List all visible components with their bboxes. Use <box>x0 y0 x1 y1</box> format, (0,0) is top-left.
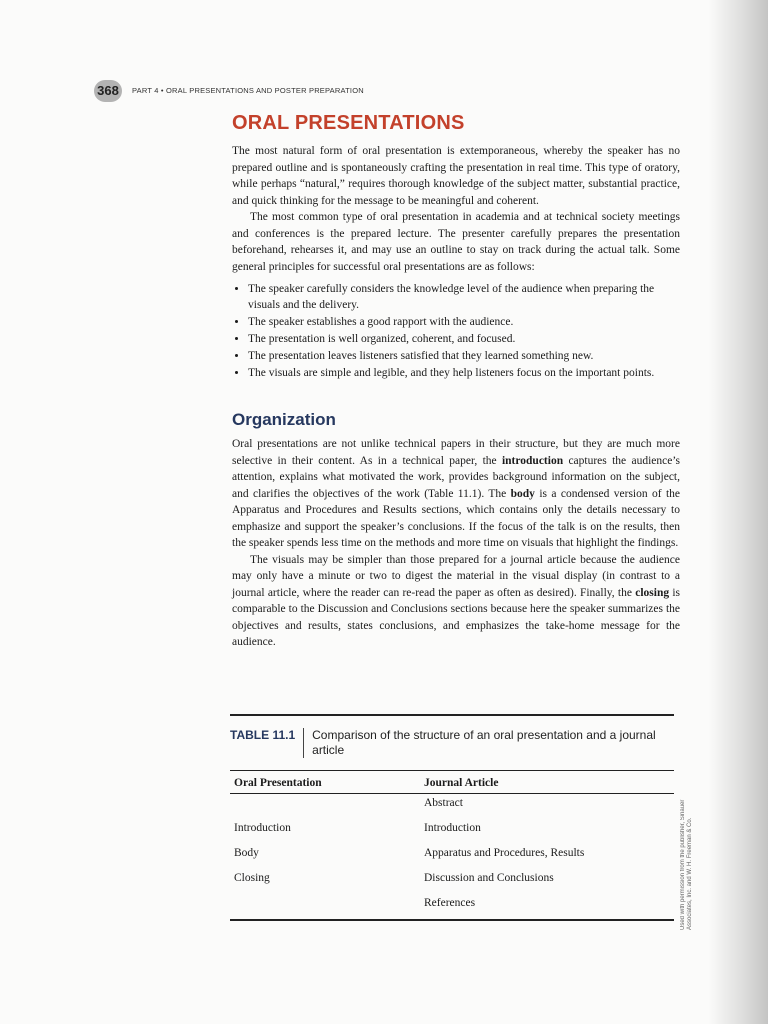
table-cell: Introduction <box>234 822 291 834</box>
organization-section <box>232 410 680 651</box>
page-header <box>94 80 414 102</box>
table-caption-text: Comparison of the structure of an oral presentation and a journal article <box>312 728 656 757</box>
list-item: • The visuals are simple and legible, and they help listeners focus on the important points. <box>248 365 680 381</box>
bold-term-closing: closing <box>635 586 670 599</box>
permission-credit: Used with permission from the publisher, Sinauer Associates, Inc. and W. H. Freeman & Co. <box>680 799 693 930</box>
table-cell: Apparatus and Procedures, Results <box>424 847 585 859</box>
text-run: is a condensed version of the Apparatus and Procedures and Results sections, which contains only the details necessary to emphasize and support the speaker’s conclusions. If the focus of the talk is on the results, then the speaker spends less time on the methods and more time on visuals that highlight the findings. <box>232 487 681 549</box>
text-run: The visuals may be simpler than those prepared for a journal article because the audience may only have a minute or two to digest the material in the visual display (in contrast to a journal article, where the reader can re-read the paper as often as desired). Finally, the <box>232 553 680 599</box>
table-cell <box>230 894 420 920</box>
column-header: Oral Presentation <box>234 777 322 789</box>
table-caption <box>230 716 674 770</box>
table-cell: References <box>420 894 674 920</box>
table-header-row <box>230 771 674 794</box>
bold-term-body: body <box>510 487 535 500</box>
bold-term-introduction: introduction <box>501 454 564 467</box>
text-run: captures the audience’s attention, explains what motivated the work, provides background information on the subject, and clarifies the objectives of the work (Table 11.1). The <box>232 454 680 500</box>
running-head: PART 4 • ORAL PRESENTATIONS AND POSTER PREPARATION <box>132 86 364 95</box>
table-cell: Introduction <box>424 822 481 834</box>
text-run: is comparable to the Discussion and Conclusions sections because here the speaker summarizes the objectives and results, states conclusions, and emphasizes the take-home message for the audience. <box>232 586 681 648</box>
section-title: ORAL PRESENTATIONS <box>232 112 465 134</box>
list-item: • The presentation leaves listeners satisfied that they learned something new. <box>248 348 680 364</box>
table-row <box>230 844 674 869</box>
paragraph-1: The most natural form of oral presentation is extemporaneous, whereby the speaker has no prepared outline and is spontaneously crafting the presentation in real time. This type of oratory, while perhaps “natural,” requires thorough knowledge of the subject matter, substantial practice, and quick thinking for the message to be meaningful and coherent. <box>232 145 680 207</box>
comparison-table <box>230 771 674 921</box>
organization-paragraph-2 <box>232 552 680 651</box>
subsection-title: Organization <box>232 410 336 429</box>
table-row <box>230 819 674 844</box>
list-item: • The presentation is well organized, coherent, and focused. <box>248 331 680 347</box>
table-cell: Discussion and Conclusions <box>424 872 554 884</box>
principles-list <box>232 281 680 381</box>
text-run: Oral presentations are not unlike technical papers in their structure, but they are much more selective in their content. As in a technical paper, the <box>232 438 680 467</box>
table-row <box>230 894 674 920</box>
table-label: TABLE 11.1 <box>230 728 304 758</box>
column-header: Journal Article <box>424 777 499 789</box>
table-cell <box>230 794 420 820</box>
oral-presentations-section <box>232 112 680 382</box>
table-cell: Closing <box>234 872 270 884</box>
table-cell: Body <box>234 847 259 859</box>
list-item: • The speaker carefully considers the knowledge level of the audience when preparing the visuals and the delivery. <box>248 281 680 313</box>
page-edge-shadow <box>708 0 768 1024</box>
page-number: 368 <box>94 80 122 102</box>
table-row <box>230 794 674 820</box>
paragraph-2: The most common type of oral presentation in academia and at technical society meetings and conferences is the prepared lecture. The presenter carefully prepares the presentation beforehand, rehearses it, and may use an outline to stay on track during the actual talk. Some general principles for successful oral presentations are as follows: <box>232 211 680 273</box>
table-row <box>230 869 674 894</box>
table-cell: Abstract <box>424 797 463 809</box>
organization-paragraph-1 <box>232 436 680 552</box>
list-item: • The speaker establishes a good rapport with the audience. <box>248 314 680 330</box>
table-11-1 <box>230 714 674 921</box>
